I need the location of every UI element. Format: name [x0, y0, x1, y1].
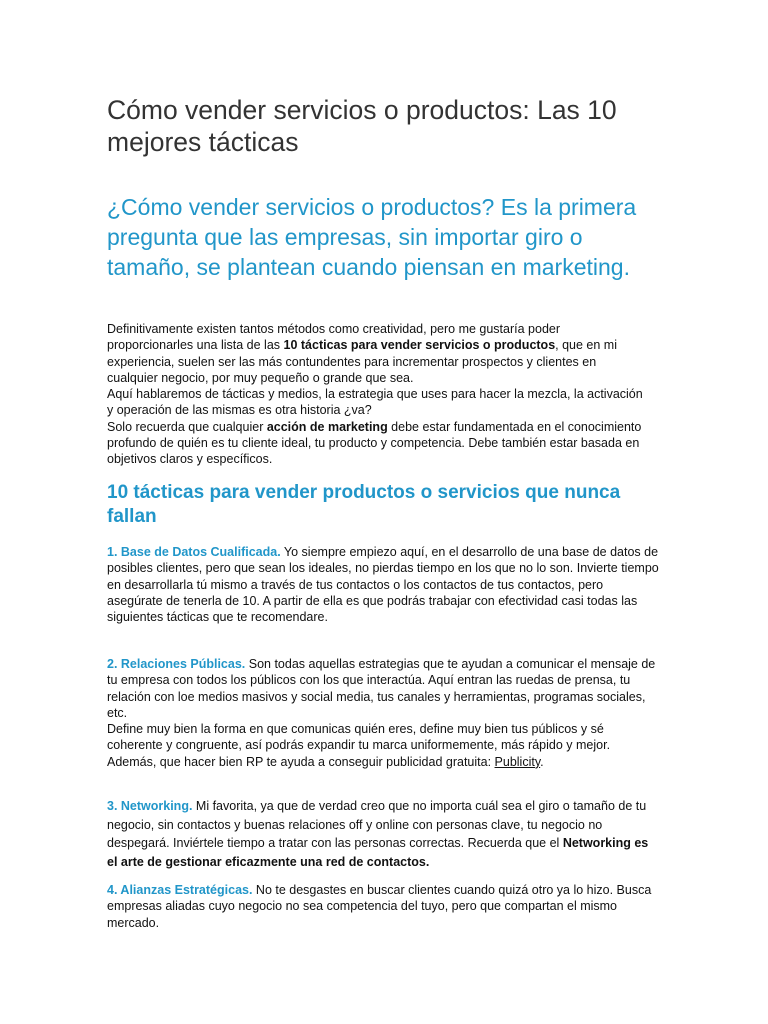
tactic-4-paragraph: [107, 882, 659, 931]
tactic-item-4: [107, 882, 659, 931]
tactic-2-paragraph-2: Define muy bien la forma en que comunicas quién eres, define muy bien tus públicos y sé coherente y congruente, así podrás expandir tu marca uniformemente, más rápido y mejor.: [107, 722, 611, 753]
intro-paragraph-2: Aquí hablaremos de tácticas y medios, la estrategia que uses para hacer la mezcla, la activación y operación de las mismas es otra historia ¿va?: [107, 387, 643, 418]
article-title: Cómo vender servicios o productos: Las 10 mejores tácticas: [107, 95, 617, 157]
tactic-3-paragraph: [107, 797, 659, 871]
intro-p3-text-end: debe estar fundamentada en el conocimiento profundo de quién es tu cliente ideal, tu producto y competencia. Debe también estar basada en objetivos claros y específicos.: [107, 419, 642, 467]
section-heading: 10 tácticas para vender productos o servicios que nunca fallan: [107, 482, 621, 527]
intro-p3-text: Solo recuerda que cualquier: [107, 419, 267, 434]
lead-paragraph: ¿Cómo vender servicios o productos? Es la primera pregunta que las empresas, sin importar giro o tamaño, se plantean cuando piensan en marketing.: [107, 194, 637, 280]
intro-p1-text: Definitivamente existen tantos métodos como creatividad, pero me gustaría poder proporcionarles una lista de las: [107, 322, 561, 353]
tactic-item-1: [107, 544, 659, 625]
tactic-1-title: 1. Base de Datos Cualificada.: [107, 545, 281, 559]
intro-paragraph-3: [107, 419, 647, 468]
intro-section: [107, 321, 647, 468]
tactic-1-body: Yo siempre empiezo aquí, en el desarrollo de una base de datos de posibles clientes, pero que sean los ideales, no pierdas tiempo en los que no lo son. Invierte tiempo en desarrollarla tú mismo a través de tus contactos o los contactos de tus contactos, pero asegúrate de tenerla de 10. A partir de ella es que podrás trabajar con efectividad casi todas las siguientes tácticas que te recomendare.: [107, 545, 659, 625]
tactic-2-paragraph: [107, 656, 659, 721]
tactic-2-paragraph-3: [107, 754, 659, 770]
tactic-1-paragraph: [107, 544, 659, 625]
publicity-link[interactable]: Publicity: [494, 754, 541, 769]
tactic-2-title: 2. Relaciones Públicas.: [107, 657, 246, 671]
tactic-3-bold: Networking es el arte de gestionar eficazmente una red de contactos.: [107, 836, 649, 869]
tactic-2-p3-end: .: [540, 754, 544, 769]
tactic-2-body: Son todas aquellas estrategias que te ayudan a comunicar el mensaje de tu empresa con todos los públicos con los que interactúa. Aquí entran las ruedas de prensa, tu relación con loe medios masivos y social media, tus canales y herramientas, programas sociales, etc.: [107, 657, 656, 720]
intro-p1-bold: 10 tácticas para vender servicios o productos: [283, 338, 556, 353]
intro-p1-text-end: , que en mi experiencia, suelen ser las más contundentes para incrementar prospectos y clientes en cualquier negocio, por muy pequeño o grande que sea.: [107, 338, 617, 385]
intro-paragraph-1: [107, 321, 647, 386]
intro-p3-bold: acción de marketing: [266, 419, 388, 434]
tactic-4-title: 4. Alianzas Estratégicas.: [107, 883, 253, 897]
tactic-3-body: Mi favorita, ya que de verdad creo que no importa cuál sea el giro o tamaño de tu negocio, sin contactos y buenas relaciones off y online con personas clave, tu negocio no despegará. Inviértele tiempo a tratar con las personas correctas. Recuerda que el: [107, 799, 647, 850]
tactic-3-title: 3. Networking.: [107, 799, 193, 813]
tactic-item-2: [107, 656, 659, 770]
tactic-4-body: No te desgastes en buscar clientes cuando quizá otro ya lo hizo. Busca empresas aliadas cuyo negocio no sea competencia del tuyo, pero que compartan el mismo mercado.: [107, 883, 652, 930]
tactic-2-p3-text: Además, que hacer bien RP te ayuda a conseguir publicidad gratuita:: [107, 754, 495, 769]
tactic-item-3: [107, 797, 659, 871]
